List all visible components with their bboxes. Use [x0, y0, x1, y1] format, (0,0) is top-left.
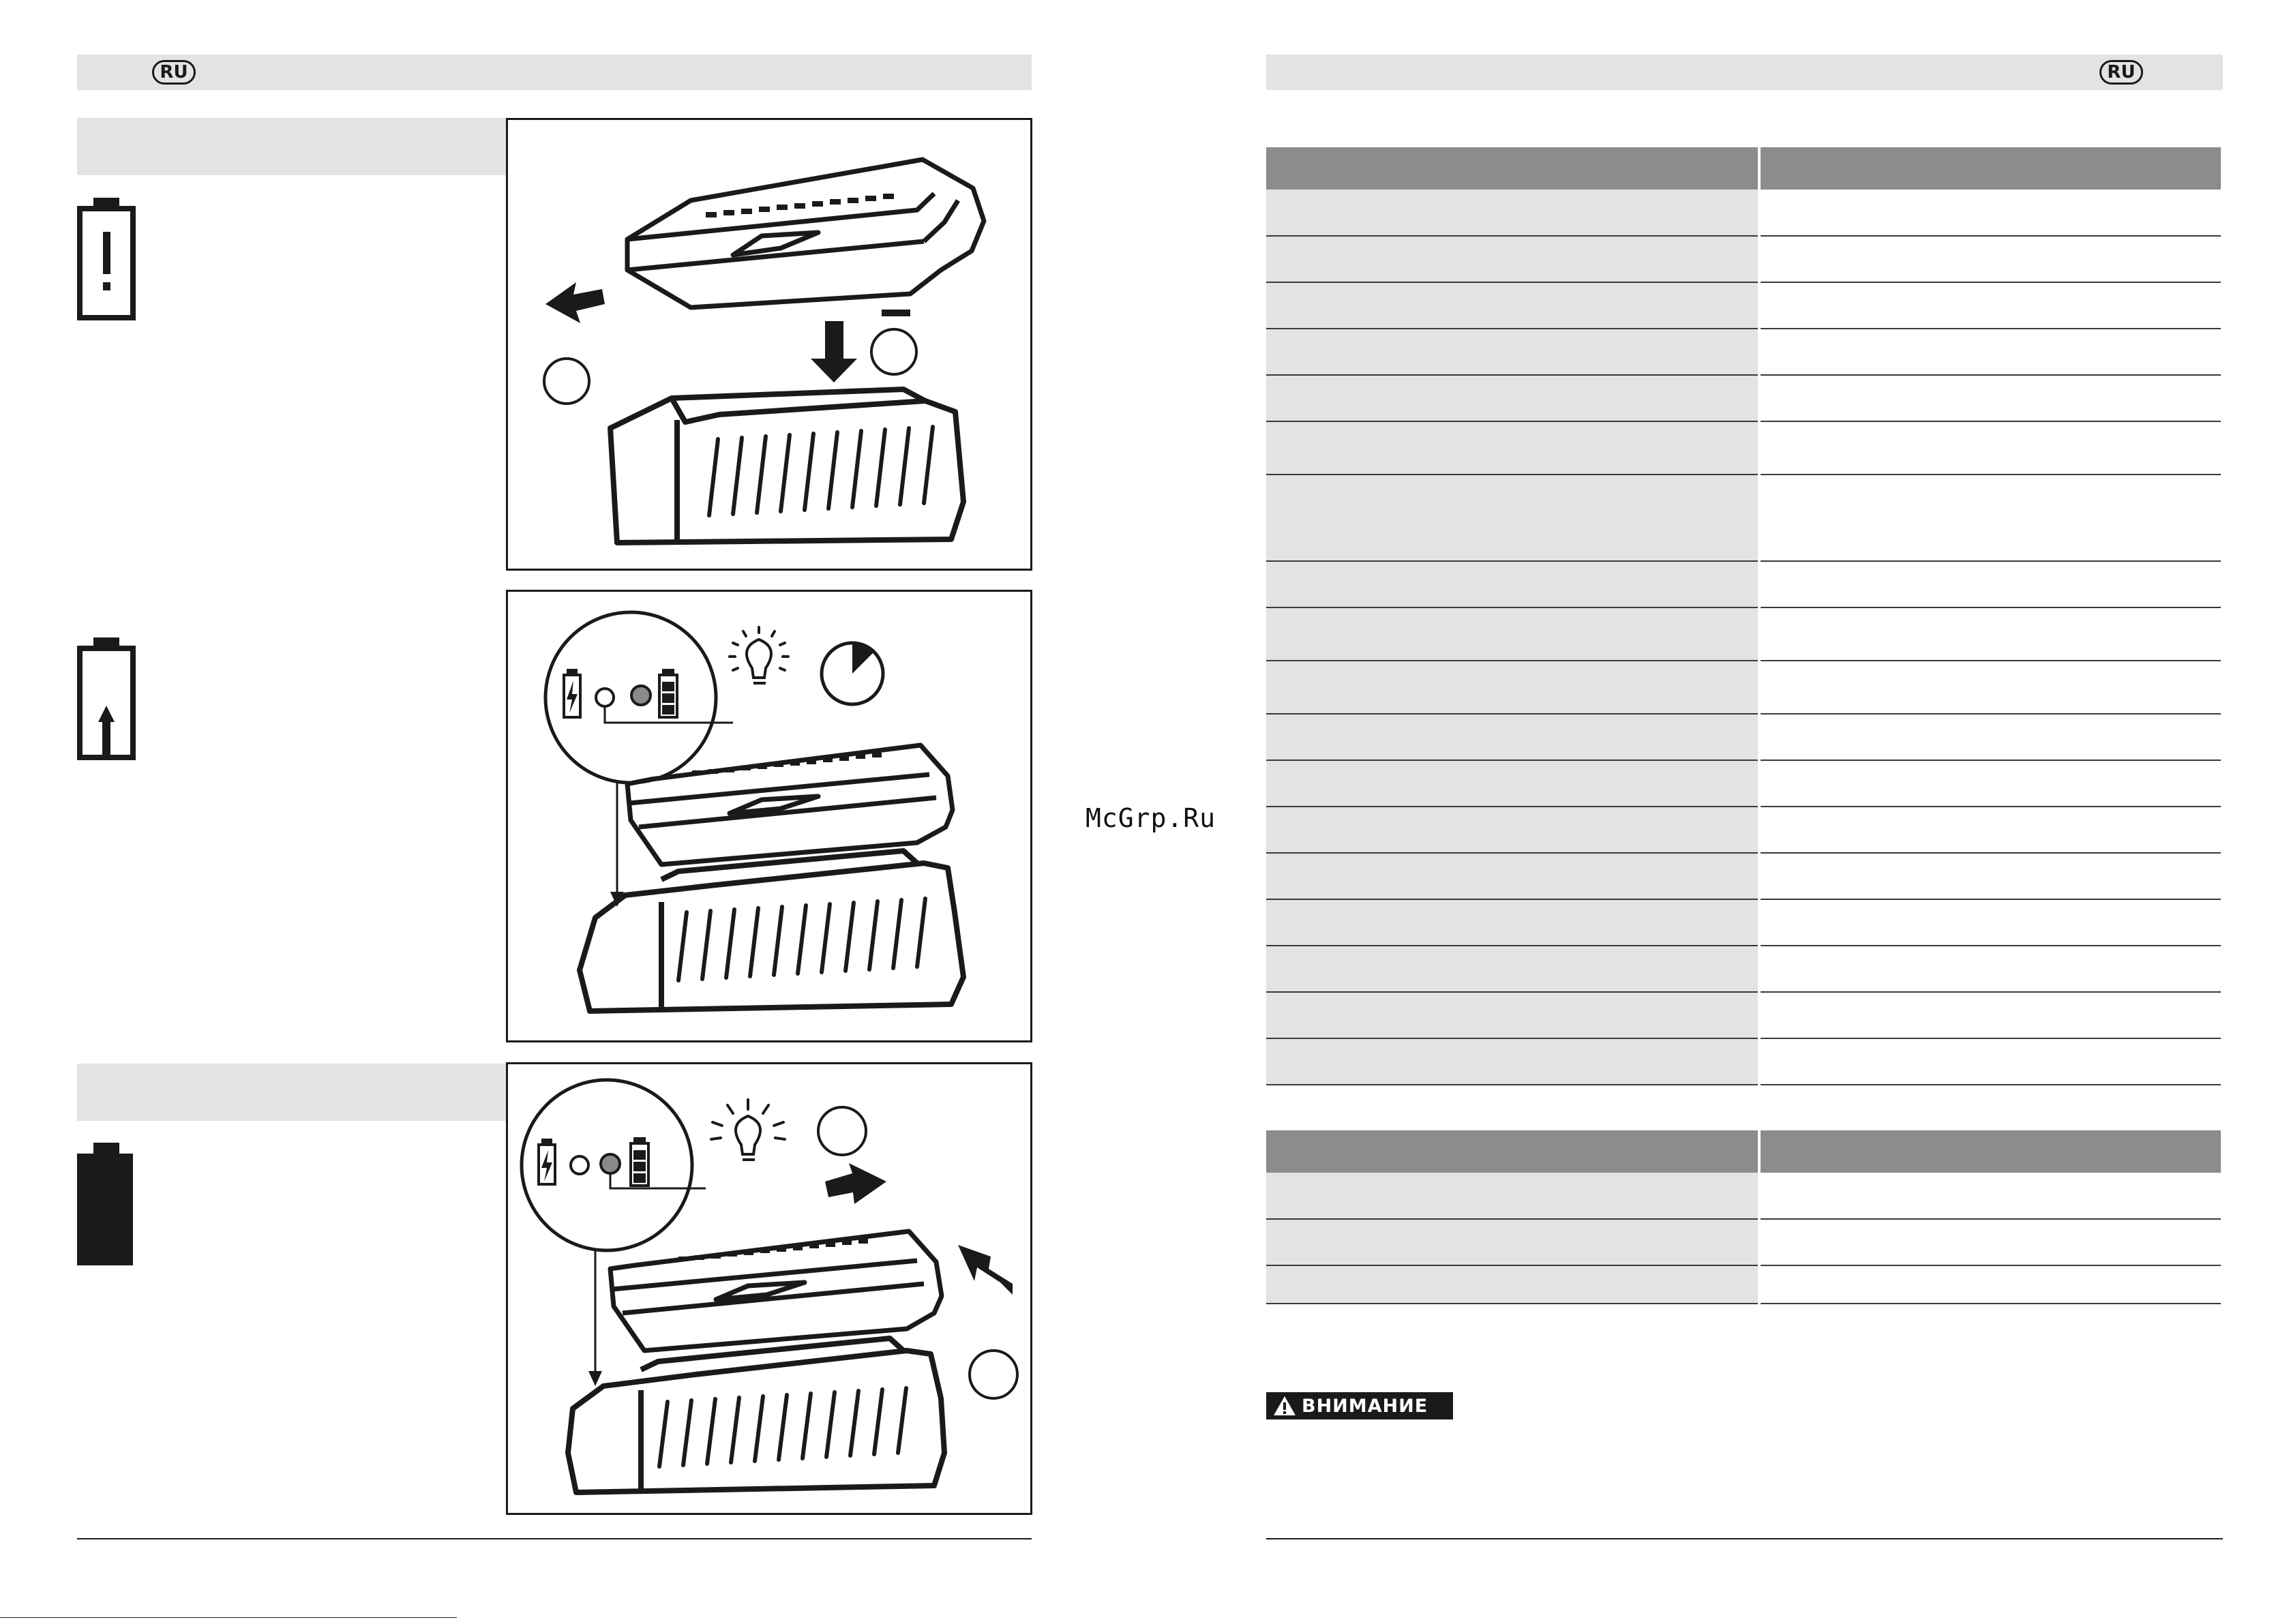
warning-badge — [1266, 1392, 1453, 1419]
table-row — [1266, 1173, 2221, 1219]
spec-table-1 — [1266, 147, 2221, 1085]
table-row — [1266, 561, 2221, 607]
table-row — [1266, 760, 2221, 807]
section-heading-box-2 — [77, 1064, 507, 1121]
table-row — [1266, 421, 2221, 475]
spec-table-2-header-col1 — [1266, 1130, 1759, 1173]
battery-exclamation-icon — [77, 198, 136, 320]
left-header-bar — [77, 55, 1032, 90]
table-row — [1266, 714, 2221, 760]
left-bottom-edge-rule — [0, 1617, 457, 1618]
callout-circle-1 — [544, 359, 589, 404]
table-row — [1266, 807, 2221, 853]
watermark: McGrp.Ru — [1086, 803, 1216, 833]
table-row — [1266, 853, 2221, 899]
figure-3-charged — [506, 1062, 1032, 1515]
figure-2-charging — [506, 590, 1032, 1042]
spec-table-2 — [1266, 1130, 2221, 1304]
left-lang-badge: RU — [152, 60, 196, 85]
table-row — [1266, 992, 2221, 1038]
table-row — [1266, 190, 2221, 236]
spec-table-2-header-col2 — [1759, 1130, 2221, 1173]
table-row — [1266, 607, 2221, 661]
table-row — [1266, 329, 2221, 375]
table-row — [1266, 375, 2221, 421]
table-row — [1266, 282, 2221, 329]
spec-table-1-header — [1266, 147, 2221, 190]
battery-full-icon — [77, 1143, 136, 1265]
spec-table-2-header — [1266, 1130, 2221, 1173]
table-row — [1266, 899, 2221, 946]
table-row — [1266, 1265, 2221, 1304]
callout-circle-2 — [871, 329, 916, 374]
left-footer-rule — [77, 1538, 1032, 1539]
callout-circle-4 — [970, 1351, 1017, 1398]
warning-label: ВНИМАНИЕ — [1302, 1395, 1428, 1417]
spec-table-1-header-col1 — [1266, 147, 1759, 190]
warning-triangle-icon — [1273, 1396, 1296, 1416]
figure-1-remove-battery — [506, 118, 1032, 571]
table-row — [1266, 1219, 2221, 1265]
table-row — [1266, 236, 2221, 282]
right-footer-rule — [1266, 1538, 2223, 1539]
spec-table-1-header-col2 — [1759, 147, 2221, 190]
section-heading-box-1 — [77, 118, 507, 175]
right-lang-badge: RU — [2099, 60, 2143, 85]
table-row — [1266, 661, 2221, 714]
battery-charging-icon — [77, 637, 136, 760]
callout-circle-3 — [818, 1107, 866, 1155]
table-row — [1266, 1038, 2221, 1085]
right-header-bar — [1266, 55, 2223, 90]
table-row — [1266, 946, 2221, 992]
table-row — [1266, 475, 2221, 561]
